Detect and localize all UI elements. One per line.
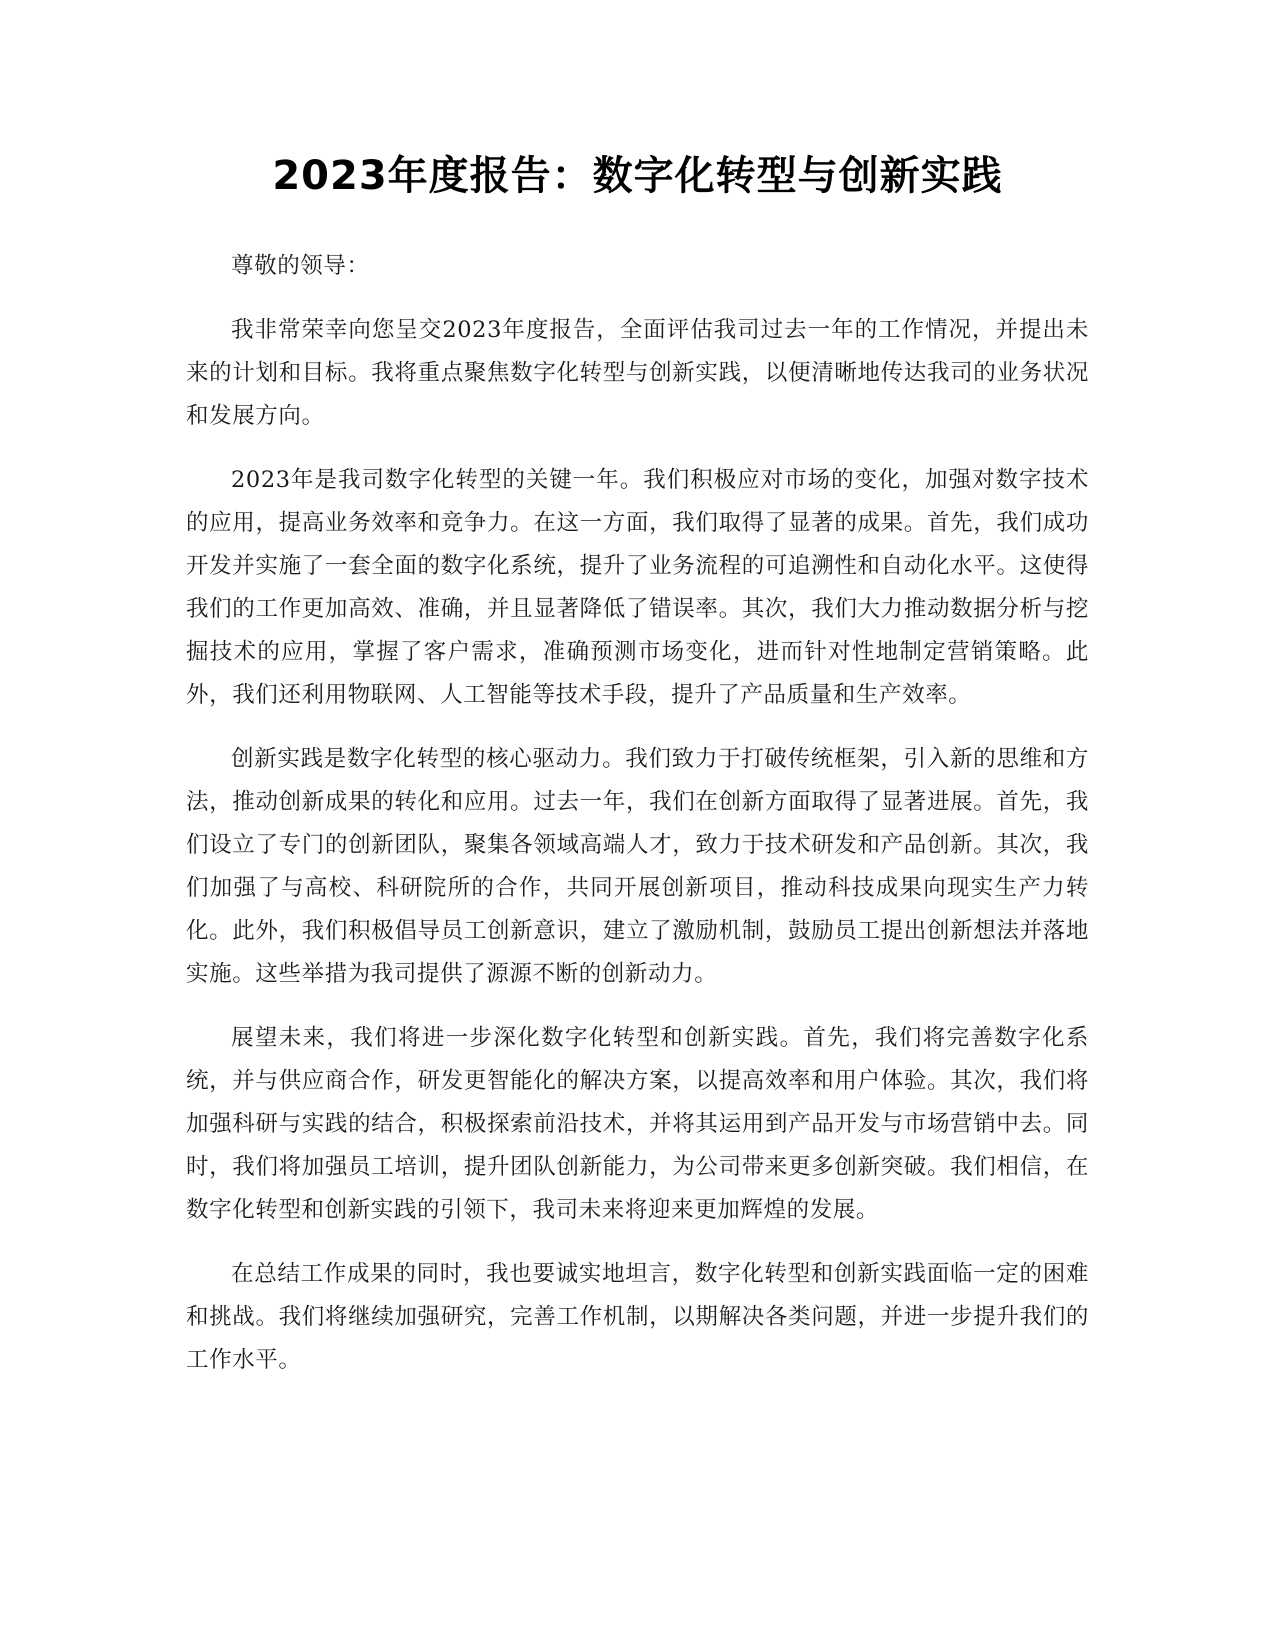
document-title: 2023年度报告：数字化转型与创新实践 [272, 153, 1003, 199]
paragraph-intro: 我非常荣幸向您呈交2023年度报告，全面评估我司过去一年的工作情况，并提出未来的计划和目标。我将重点聚焦数字化转型与创新实践，以便清晰地传达我司的业务状况和发展方向。 [186, 317, 1089, 429]
paragraph-challenges: 在总结工作成果的同时，我也要诚实地坦言，数字化转型和创新实践面临一定的困难和挑战。我们将继续加强研究，完善工作机制，以期解决各类问题，并进一步提升我们的工作水平。 [186, 1261, 1089, 1373]
paragraph-outlook: 展望未来，我们将进一步深化数字化转型和创新实践。首先，我们将完善数字化系统，并与供应商合作，研发更智能化的解决方案，以提高效率和用户体验。其次，我们将加强科研与实践的结合，积极探索前沿技术，并将其运用到产品开发与市场营销中去。同时，我们将加强员工培训，提升团队创新能力，为公司带来更多创新突破。我们相信，在数字化转型和创新实践的引领下，我司未来将迎来更加辉煌的发展。 [186, 1025, 1089, 1223]
document-body [186, 245, 1089, 1403]
paragraph-innovation-practice: 创新实践是数字化转型的核心驱动力。我们致力于打破传统框架，引入新的思维和方法，推动创新成果的转化和应用。过去一年，我们在创新方面取得了显著进展。首先，我们设立了专门的创新团队，聚集各领域高端人才，致力于技术研发和产品创新。其次，我们加强了与高校、科研院所的合作，共同开展创新项目，推动科技成果向现实生产力转化。此外，我们积极倡导员工创新意识，建立了激励机制，鼓励员工提出创新想法并落地实施。这些举措为我司提供了源源不断的创新动力。 [186, 746, 1089, 987]
paragraph-digital-transformation: 2023年是我司数字化转型的关键一年。我们积极应对市场的变化，加强对数字技术的应用，提高业务效率和竞争力。在这一方面，我们取得了显著的成果。首先，我们成功开发并实施了一套全面的数字化系统，提升了业务流程的可追溯性和自动化水平。这使得我们的工作更加高效、准确，并且显著降低了错误率。其次，我们大力推动数据分析与挖掘技术的应用，掌握了客户需求，准确预测市场变化，进而针对性地制定营销策略。此外，我们还利用物联网、人工智能等技术手段，提升了产品质量和生产效率。 [186, 467, 1089, 708]
salutation: 尊敬的领导： [231, 253, 370, 279]
